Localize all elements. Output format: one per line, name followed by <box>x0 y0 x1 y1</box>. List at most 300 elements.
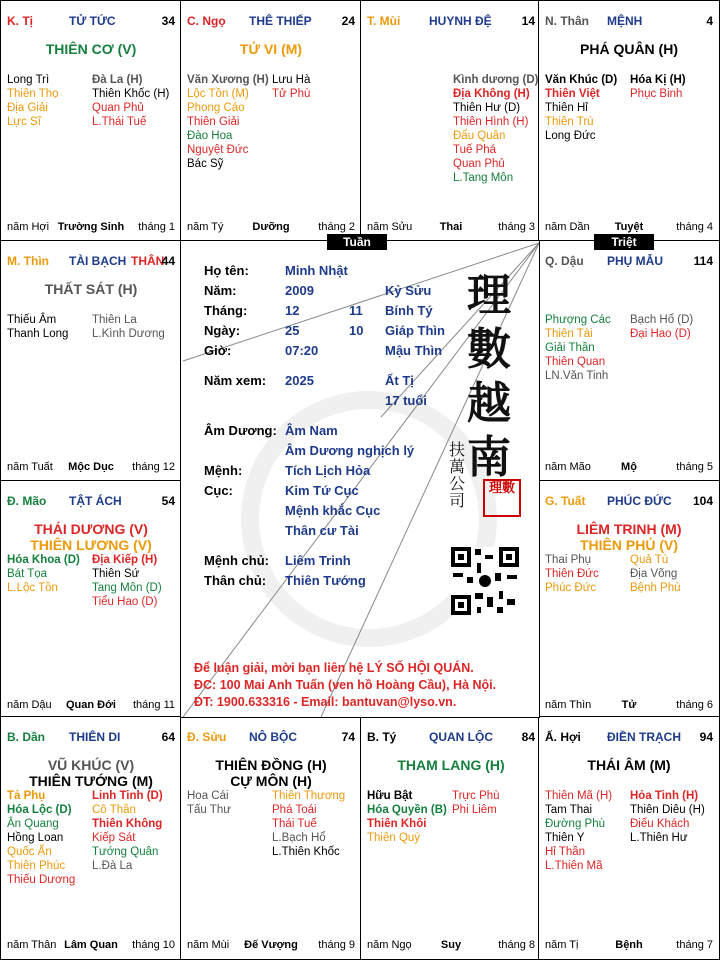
palace-year: năm Tý <box>187 221 224 233</box>
palace-month: tháng 9 <box>318 939 355 951</box>
minor-col-2 <box>451 73 538 185</box>
chart-center <box>180 240 540 718</box>
minor-star: Thiên Khốc (H) <box>92 88 170 100</box>
value-gio: 07:20 <box>285 343 319 358</box>
main-stars <box>361 757 541 773</box>
minor-col-2 <box>628 553 713 595</box>
minor-star: Tướng Quân <box>92 846 159 858</box>
calli-char-3: 越 <box>467 378 511 429</box>
palace-number: 44 <box>161 254 175 268</box>
contact-line-1: Để luận giải, mời bạn liên hệ LÝ SỐ HỘI QUÁN. <box>194 661 474 675</box>
main-star: THẤT SÁT (H) <box>44 281 138 297</box>
palace-header <box>545 14 713 30</box>
minor-stars <box>367 73 539 185</box>
value-thang: 12 <box>285 303 300 318</box>
palace-location: M. Thìn <box>7 254 49 268</box>
palace-name: PHÚC ĐỨC <box>607 494 672 508</box>
value-cuc-3: Thân cư Tài <box>285 523 359 538</box>
main-star: THIÊN ĐỒNG (H) <box>215 757 327 773</box>
minor-star: Hoa Cái <box>187 790 229 802</box>
palace-month: tháng 11 <box>132 699 175 711</box>
main-star: PHÁ QUÂN (H) <box>580 41 678 57</box>
label-nam-xem: Năm xem: <box>204 373 267 388</box>
minor-col-2 <box>270 73 355 171</box>
main-stars <box>1 757 181 789</box>
label-than-chu: Thân chủ: <box>204 573 267 588</box>
palace-month: tháng 8 <box>498 939 535 951</box>
value-am-duong-2: Âm Dương nghịch lý <box>285 443 415 458</box>
minor-star: Thiên Trù <box>545 116 594 128</box>
palace-year: năm Thìn <box>545 699 592 711</box>
contact-line-2: ĐC: 100 Mai Anh Tuấn (ven hồ Hoàng Cầu), Hà Nội. <box>194 678 497 692</box>
minor-stars <box>545 73 713 143</box>
label-menh-chu: Mệnh chủ: <box>204 553 269 568</box>
palace-footer <box>7 221 175 237</box>
value-nam: 2009 <box>285 283 314 298</box>
minor-star: Địa Võng <box>630 568 678 580</box>
minor-star: Hóa Lộc (D) <box>7 804 72 816</box>
value-menh: Tích Lịch Hỏa <box>285 463 371 478</box>
small-calli-1: 扶 <box>449 440 466 459</box>
minor-star: Quả Tú <box>630 554 669 566</box>
minor-stars <box>7 553 175 609</box>
minor-star: Hồng Loan <box>7 832 64 844</box>
minor-star: Thiên Phúc <box>7 860 66 872</box>
minor-star: Bát Tọa <box>7 568 48 580</box>
calligraphy-logo <box>467 269 527 485</box>
palace-stage: Tử <box>621 699 637 711</box>
main-star: THIÊN LƯƠNG (V) <box>30 537 152 553</box>
palace-name: ĐIỀN TRẠCH <box>607 730 681 744</box>
minor-star: Đẩu Quân <box>453 130 506 142</box>
palace-stage: Bệnh <box>615 939 643 951</box>
minor-star: Lưu Hà <box>272 74 311 86</box>
value-cuc: Kim Tứ Cục <box>285 483 359 498</box>
small-calligraphy <box>449 441 467 509</box>
palace-tuat <box>538 480 720 720</box>
palace-number: 54 <box>161 494 175 508</box>
small-calli-3: 公 <box>449 474 466 493</box>
value-menh-chu: Liêm Trinh <box>285 553 351 568</box>
minor-star: Đường Phù <box>545 818 605 830</box>
qr-code[interactable] <box>451 547 519 615</box>
minor-stars <box>367 789 535 845</box>
palace-number: 4 <box>706 14 713 28</box>
main-stars <box>539 41 719 57</box>
minor-star: Thiên Thương <box>272 790 346 802</box>
main-star: THIÊN PHỦ (V) <box>580 537 678 553</box>
palace-name: TÀI BẠCH <box>69 254 127 268</box>
palace-month: tháng 4 <box>676 221 713 233</box>
palace-header <box>367 730 535 746</box>
minor-stars <box>545 789 713 873</box>
minor-star: Đại Hao (D) <box>630 328 691 340</box>
minor-star: Thái Tuế <box>272 818 317 830</box>
palace-ngo <box>180 0 362 242</box>
palace-header <box>367 14 535 30</box>
minor-col-2 <box>628 313 713 383</box>
minor-star: Long Trì <box>7 74 50 86</box>
minor-star: L.Thái Tuế <box>92 116 147 128</box>
palace-name: QUAN LỘC <box>429 730 493 744</box>
minor-star: Bệnh Phù <box>630 582 681 594</box>
minor-star: Địa Giải <box>7 102 48 114</box>
calli-char-1: 理 <box>467 270 511 321</box>
main-star: TỬ VI (M) <box>239 41 303 57</box>
palace-month: tháng 10 <box>132 939 175 951</box>
minor-star: Hóa Khoa (D) <box>7 554 80 566</box>
palace-location: Q. Dậu <box>545 254 584 268</box>
minor-col-1 <box>7 73 90 129</box>
minor-star: Tang Môn (D) <box>92 582 162 594</box>
main-star: VŨ KHÚC (V) <box>47 757 135 773</box>
main-stars <box>539 521 719 553</box>
palace-name: PHỤ MẪU <box>607 254 663 268</box>
palace-stage: Thai <box>439 221 463 233</box>
palace-header <box>187 14 355 30</box>
value-than-chu: Thiên Tướng <box>285 573 366 588</box>
minor-star: Tiểu Hao (D) <box>92 596 158 608</box>
palace-location: T. Mùi <box>367 14 401 28</box>
contact-line-3[interactable]: ĐT: 1900.633316 - Email: bantuvan@lyso.vn. <box>194 695 457 709</box>
main-star: THIÊN CƠ (V) <box>45 41 137 57</box>
minor-star: L.Đà La <box>92 860 133 872</box>
palace-location: G. Tuất <box>545 494 586 508</box>
palace-header <box>7 494 175 510</box>
value-am-duong: Âm Nam <box>285 423 338 438</box>
minor-stars <box>7 313 175 341</box>
minor-star: Kình dương (D) <box>453 74 539 86</box>
minor-star: Hỉ Thần <box>545 846 586 858</box>
main-star: THIÊN TƯỚNG (M) <box>29 773 153 789</box>
palace-header <box>545 254 713 270</box>
palace-hoi <box>538 716 720 960</box>
minor-col-2 <box>628 789 713 873</box>
palace-number: 74 <box>341 730 355 744</box>
palace-stage: Đế Vượng <box>244 939 298 951</box>
palace-month: tháng 2 <box>318 221 355 233</box>
minor-star: Cô Thần <box>92 804 136 816</box>
palace-name: TẬT ÁCH <box>69 494 122 508</box>
minor-star: Tử Phù <box>272 88 311 100</box>
minor-star: Thiên Hư (D) <box>453 102 521 114</box>
minor-col-1 <box>545 73 628 143</box>
minor-star: Hữu Bật <box>367 790 413 802</box>
minor-star: Lực Sĩ <box>7 116 41 128</box>
palace-ty2 <box>360 716 542 960</box>
minor-stars <box>7 73 175 129</box>
label-am-duong: Âm Dương: <box>204 423 277 438</box>
palace-stage: Dưỡng <box>252 221 290 233</box>
palace-stage: Mộc Dục <box>68 461 114 473</box>
palace-number: 14 <box>521 14 535 28</box>
minor-star: Đào Hoa <box>187 130 233 142</box>
minor-star: Thiên Sứ <box>92 568 140 580</box>
minor-star: Nguyệt Đức <box>187 144 249 156</box>
minor-stars <box>187 789 355 859</box>
palace-year: năm Dậu <box>7 699 52 711</box>
value-nam-can-chi: Kỷ Sửu <box>385 283 432 298</box>
palace-header <box>545 494 713 510</box>
minor-star: Thiếu Âm <box>7 314 57 326</box>
minor-star: L.Lộc Tồn <box>7 582 58 594</box>
value-ngay-can-chi: Giáp Thìn <box>385 323 445 338</box>
minor-star: Văn Xương (H) <box>187 74 269 86</box>
minor-col-2 <box>90 73 175 129</box>
main-stars <box>1 281 181 297</box>
palace-year: năm Thân <box>7 939 57 951</box>
minor-star: Tả Phụ <box>7 790 46 802</box>
palace-than <box>538 0 720 242</box>
palace-name: NÔ BỘC <box>249 730 297 744</box>
palace-name: MỆNH <box>607 14 643 28</box>
palace-year: năm Ngọ <box>367 939 412 951</box>
minor-col-1 <box>367 73 451 185</box>
palace-year: năm Dần <box>545 221 590 233</box>
minor-star: Thiên Tài <box>545 328 593 340</box>
main-star: THÁI DƯƠNG (V) <box>34 521 148 537</box>
palace-footer <box>367 939 535 955</box>
value-cuc-2: Mệnh khắc Cục <box>285 503 381 518</box>
minor-star: Lộc Tồn (M) <box>187 88 249 100</box>
minor-star: Trực Phù <box>452 790 500 802</box>
palace-thin <box>0 240 182 482</box>
tuan-tag: Tuần <box>327 234 387 250</box>
minor-star: Phi Liêm <box>452 804 497 816</box>
palace-location: B. Tý <box>367 730 397 744</box>
minor-col-2 <box>628 73 713 143</box>
minor-star: L.Bạch Hổ <box>272 832 326 844</box>
label-menh: Mệnh: <box>204 463 243 478</box>
main-stars <box>181 41 361 57</box>
value-ngay-am: 10 <box>349 323 364 338</box>
palace-footer <box>7 461 175 477</box>
palace-mui <box>360 0 542 242</box>
minor-col-1 <box>7 553 90 609</box>
minor-col-2 <box>90 553 175 609</box>
palace-location: Đ. Sửu <box>187 730 227 744</box>
palace-month: tháng 1 <box>138 221 175 233</box>
main-stars <box>1 41 181 57</box>
label-ho-ten: Họ tên: <box>204 263 249 278</box>
palace-location: Ấ. Hợi <box>545 730 581 744</box>
label-cuc: Cục: <box>204 483 233 498</box>
minor-star: Quan Phủ <box>92 102 144 114</box>
minor-star: Linh Tinh (D) <box>92 790 163 802</box>
value-tuoi: 17 tuổi <box>385 393 427 408</box>
value-nam-xem-can-chi: Ất Tị <box>385 373 414 388</box>
main-star: CỰ MÔN (H) <box>230 773 312 789</box>
palace-month: tháng 3 <box>498 221 535 233</box>
palace-year: năm Hợi <box>7 221 50 233</box>
palace-location: N. Thân <box>545 14 589 28</box>
calli-char-4: 南 <box>467 432 511 483</box>
minor-star: Địa Kiếp (H) <box>92 554 158 566</box>
minor-star: Thiên Quan <box>545 356 606 368</box>
value-ho-ten: Minh Nhật <box>285 263 348 278</box>
palace-year: năm Sửu <box>367 221 413 233</box>
minor-stars <box>187 73 355 171</box>
minor-star: Tuế Phá <box>453 144 497 156</box>
minor-star: Phong Cáo <box>187 102 245 114</box>
small-calli-4: 司 <box>449 491 466 510</box>
label-thang: Tháng: <box>204 303 248 318</box>
minor-col-2 <box>270 789 355 859</box>
palace-dau <box>538 240 720 482</box>
minor-star: Phá Toái <box>272 804 317 816</box>
palace-stage: Mộ <box>621 461 637 473</box>
palace-number: 114 <box>693 254 713 268</box>
minor-col-2 <box>90 313 175 341</box>
minor-star: Thai Phụ <box>545 554 592 566</box>
minor-star: Văn Khúc (D) <box>545 74 618 86</box>
minor-star: Thiên Việt <box>545 88 600 100</box>
minor-star: Tấu Thư <box>187 804 231 816</box>
minor-col-1 <box>7 313 90 341</box>
palace-month: tháng 5 <box>676 461 713 473</box>
minor-star: Đà La (H) <box>92 74 143 86</box>
minor-star: Thiên Diêu (H) <box>630 804 705 816</box>
minor-star: Thiên Mã (H) <box>545 790 613 802</box>
palace-year: năm Mão <box>545 461 591 473</box>
minor-stars <box>545 553 713 595</box>
palace-footer <box>367 221 535 237</box>
palace-location: Đ. Mão <box>7 494 47 508</box>
minor-col-1 <box>545 313 628 383</box>
minor-star: Thiên Không <box>92 818 163 830</box>
minor-col-1 <box>187 789 270 859</box>
palace-number: 34 <box>161 14 175 28</box>
minor-star: Phúc Đức <box>545 582 597 594</box>
minor-star: LN.Văn Tinh <box>545 370 609 382</box>
minor-stars <box>7 789 175 887</box>
label-nam: Năm: <box>204 283 237 298</box>
palace-name: TỬ TỨC <box>69 14 116 28</box>
value-gio-can-chi: Mậu Thìn <box>385 343 443 358</box>
minor-star: Thiên Quý <box>367 832 421 844</box>
main-star: THÁI ÂM (M) <box>587 757 671 773</box>
minor-star: Địa Không (H) <box>453 88 530 100</box>
palace-month: tháng 7 <box>676 939 713 951</box>
palace-suu <box>180 716 362 960</box>
than-marker: THÂN <box>131 254 165 268</box>
palace-dan <box>0 716 182 960</box>
minor-star: Thiên Thọ <box>7 88 59 100</box>
minor-star: Phục Binh <box>630 88 683 100</box>
palace-year: năm Tị <box>545 939 579 951</box>
palace-header <box>7 254 175 270</box>
palace-month: tháng 6 <box>676 699 713 711</box>
palace-footer <box>545 461 713 477</box>
value-thang-am: 11 <box>349 303 363 318</box>
palace-footer <box>545 699 713 715</box>
minor-star: L.Thiên Mã <box>545 860 603 872</box>
minor-star: Thiên La <box>92 314 137 326</box>
minor-star: Giải Thần <box>545 342 595 354</box>
minor-star: Thiên Hỉ <box>545 102 588 114</box>
minor-col-1 <box>187 73 270 171</box>
palace-stage: Trường Sinh <box>57 221 125 233</box>
minor-stars <box>545 313 713 383</box>
minor-star: Thiên Giải <box>187 116 240 128</box>
palace-footer <box>7 699 175 715</box>
palace-number: 94 <box>699 730 713 744</box>
palace-mao <box>0 480 182 720</box>
minor-star: Long Đức <box>545 130 596 142</box>
red-seal: 理數 <box>483 479 521 517</box>
palace-footer <box>187 939 355 955</box>
label-gio: Giờ: <box>204 343 232 358</box>
minor-star: Thiên Hình (H) <box>453 116 529 128</box>
minor-star: Tam Thai <box>545 804 593 816</box>
minor-star: Kiếp Sát <box>92 832 136 844</box>
minor-col-1 <box>7 789 90 887</box>
palace-location: C. Ngọ <box>187 14 226 28</box>
minor-star: L.Tang Môn <box>453 172 514 184</box>
minor-col-2 <box>90 789 175 887</box>
minor-col-1 <box>367 789 450 845</box>
value-ngay: 25 <box>285 323 300 338</box>
label-ngay: Ngày: <box>204 323 241 338</box>
triet-tag: Triệt <box>594 234 654 250</box>
main-star: LIÊM TRINH (M) <box>576 521 682 537</box>
minor-star: L.Thiên Hư <box>630 832 688 844</box>
minor-star: L.Kình Dương <box>92 328 165 340</box>
minor-star: Hỏa Tinh (H) <box>630 790 699 802</box>
palace-header <box>187 730 355 746</box>
palace-stage: Suy <box>440 939 462 951</box>
minor-star: Thiên Khôi <box>367 818 427 830</box>
minor-star: Phượng Các <box>545 314 611 326</box>
minor-star: Thanh Long <box>7 328 69 340</box>
palace-name: THÊ THIẾP <box>249 14 312 28</box>
minor-star: L.Thiên Khốc <box>272 846 340 858</box>
value-thang-can-chi: Bính Tý <box>385 303 433 318</box>
minor-star: Bác Sỹ <box>187 158 224 170</box>
value-nam-xem: 2025 <box>285 373 314 388</box>
minor-col-1 <box>545 553 628 595</box>
palace-number: 84 <box>521 730 535 744</box>
minor-star: Bạch Hổ (D) <box>630 314 694 326</box>
minor-star: Thiên Y <box>545 832 585 844</box>
palace-footer <box>545 939 713 955</box>
palace-location: K. Tị <box>7 14 33 28</box>
minor-star: Điếu Khách <box>630 818 690 830</box>
palace-ty <box>0 0 182 242</box>
minor-star: Thiên Đức <box>545 568 599 580</box>
minor-col-2 <box>450 789 535 845</box>
minor-star: Quan Phủ <box>453 158 505 170</box>
palace-stage: Tuyệt <box>614 221 644 233</box>
main-stars <box>1 521 181 553</box>
palace-header <box>545 730 713 746</box>
palace-name: THIÊN DI <box>69 730 121 744</box>
main-stars <box>539 757 719 773</box>
palace-number: 64 <box>161 730 175 744</box>
minor-star: Thiếu Dương <box>7 874 76 886</box>
palace-number: 104 <box>692 494 713 508</box>
minor-col-1 <box>545 789 628 873</box>
main-stars <box>181 757 361 789</box>
palace-number: 24 <box>341 14 355 28</box>
main-star: THAM LANG (H) <box>397 757 505 773</box>
minor-star: Quốc Ấn <box>7 846 52 858</box>
palace-location: B. Dần <box>7 730 46 744</box>
minor-star: Hóa Kị (H) <box>630 74 686 86</box>
palace-stage: Lâm Quan <box>64 939 118 951</box>
minor-star: Ân Quang <box>7 818 59 830</box>
palace-stage: Quan Đới <box>66 699 116 711</box>
